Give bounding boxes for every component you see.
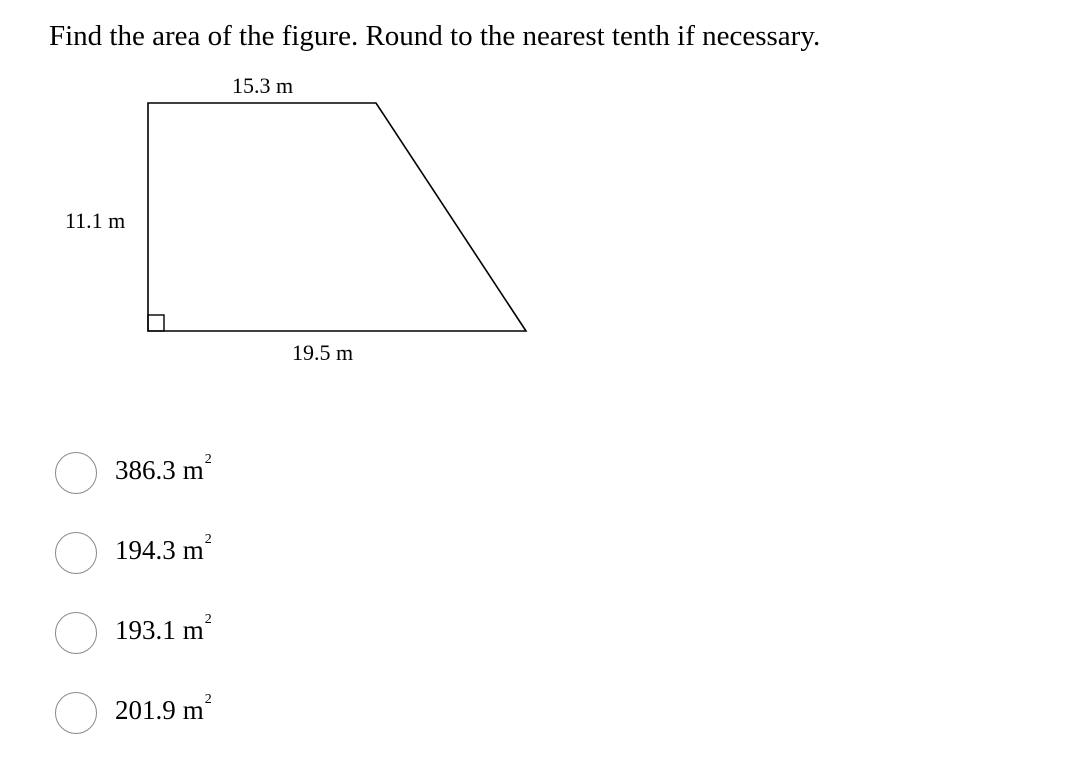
bottom-base-label: 19.5 m	[292, 340, 354, 365]
answer-exponent: 2	[204, 452, 212, 467]
answer-options	[55, 450, 212, 770]
answer-option[interactable]	[55, 690, 212, 736]
answer-value: 193.1	[115, 615, 176, 645]
answer-option[interactable]	[55, 530, 212, 576]
radio-button[interactable]	[55, 452, 97, 494]
answer-unit: m	[182, 535, 204, 565]
answer-value: 194.3	[115, 535, 176, 565]
right-angle-marker	[148, 315, 164, 331]
answer-value: 201.9	[115, 695, 176, 725]
trapezoid-shape	[148, 103, 526, 331]
answer-exponent: 2	[204, 532, 212, 547]
answer-unit: m	[182, 615, 204, 645]
answer-unit: m	[182, 455, 204, 485]
answer-option-label	[115, 452, 212, 491]
trapezoid-diagram	[50, 66, 570, 376]
answer-option[interactable]	[55, 450, 212, 496]
answer-value: 386.3	[115, 455, 176, 485]
question-prompt: Find the area of the figure. Round to the nearest tenth if necessary.	[49, 20, 821, 52]
height-label: 11.1 m	[65, 208, 126, 233]
answer-option-label	[115, 612, 212, 651]
radio-button[interactable]	[55, 612, 97, 654]
trapezoid-figure	[50, 66, 570, 376]
top-base-label: 15.3 m	[232, 73, 294, 98]
answer-option-label	[115, 532, 212, 571]
answer-exponent: 2	[204, 612, 212, 627]
answer-unit: m	[182, 695, 204, 725]
radio-button[interactable]	[55, 692, 97, 734]
radio-button[interactable]	[55, 532, 97, 574]
answer-option-label	[115, 692, 212, 731]
answer-exponent: 2	[204, 692, 212, 707]
answer-option[interactable]	[55, 610, 212, 656]
